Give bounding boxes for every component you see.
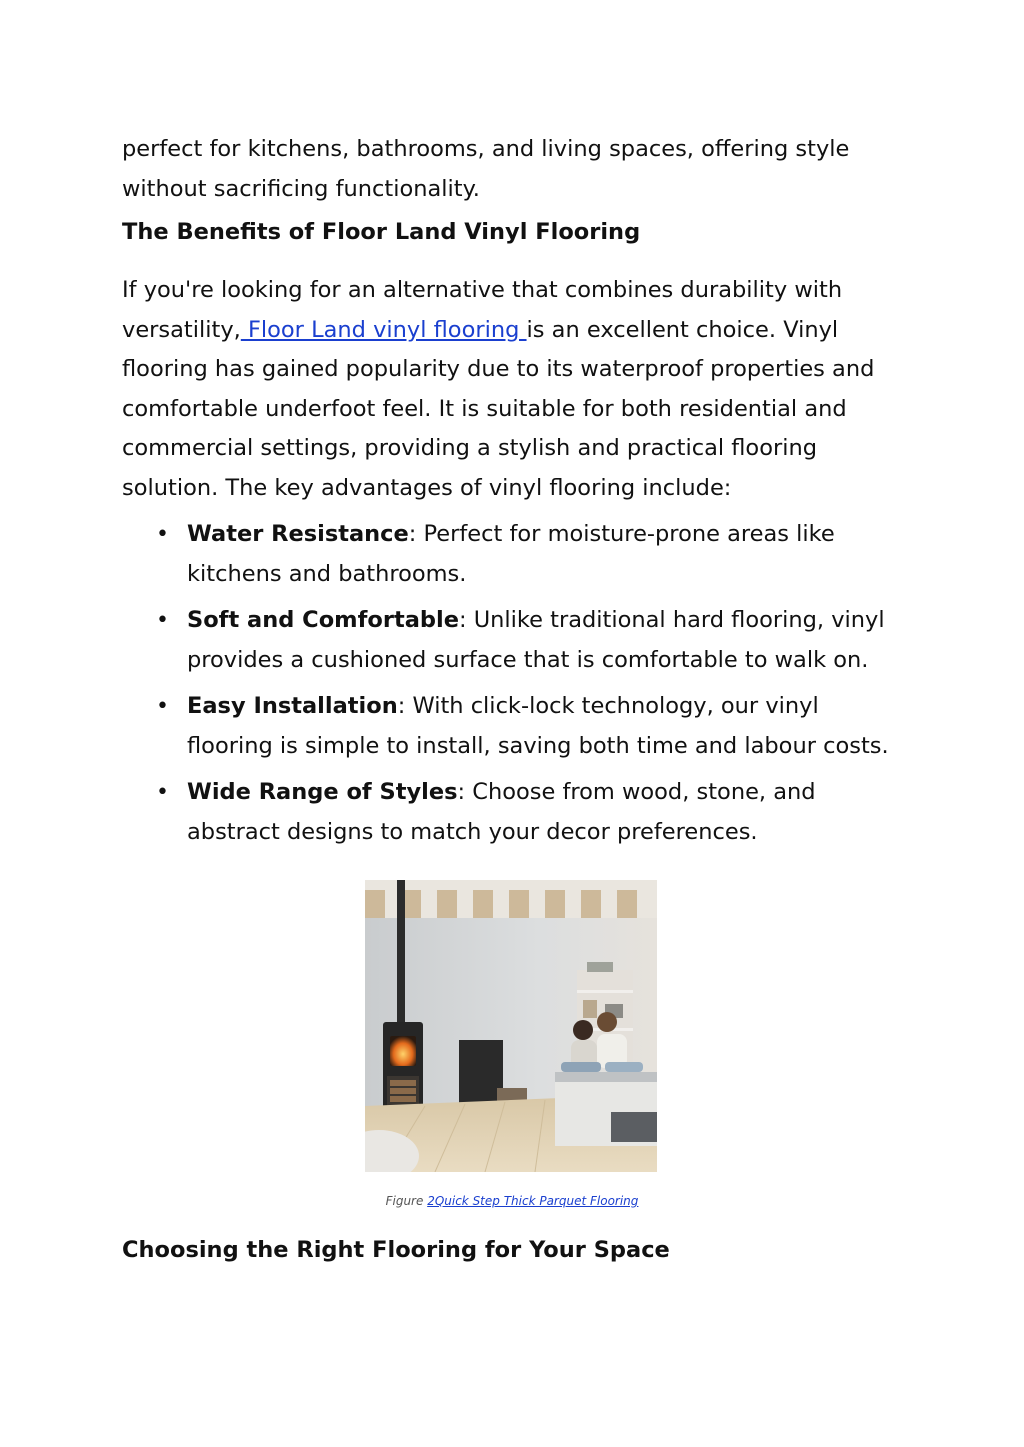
intro-line-1: perfect for kitchens, bathrooms, and living spaces, offering style xyxy=(122,136,850,162)
benefit-text: : Unlike traditional hard flooring, vinyl provides a cushioned surface that is comfortable to walk on. xyxy=(187,607,885,673)
list-item xyxy=(122,773,902,852)
benefit-text: : Perfect for moisture-prone areas like kitchens and bathrooms. xyxy=(187,521,835,587)
list-item xyxy=(122,687,902,766)
benefit-term: Soft and Comfortable xyxy=(187,607,459,633)
bullet-icon: • xyxy=(156,608,169,633)
body-lead-text: If you're looking for an alternative that combines durability with versatility, xyxy=(122,277,843,343)
benefit-term: Wide Range of Styles xyxy=(187,779,458,805)
list-item xyxy=(122,601,902,680)
benefit-term: Easy Installation xyxy=(187,693,398,719)
floor-land-vinyl-link[interactable]: Floor Land vinyl flooring xyxy=(240,316,527,343)
benefit-text: : Choose from wood, stone, and abstract designs to match your decor preferences. xyxy=(187,779,816,845)
intro-paragraph xyxy=(122,130,902,209)
figure-caption xyxy=(0,1194,1024,1208)
list-item xyxy=(122,515,902,594)
caption-link[interactable]: 2Quick Step Thick Parquet Flooring xyxy=(427,1194,639,1208)
bullet-icon: • xyxy=(156,522,169,547)
choosing-heading: Choosing the Right Flooring for Your Space xyxy=(122,1237,670,1263)
benefits-list xyxy=(122,515,902,859)
body-after-text: is an excellent choice. Vinyl flooring has gained popularity due to its waterproof properties and comfortable underfoot feel. It is suitable for both residential and commercial settings, providing a stylish and practical flooring solution. The key advantages of vinyl flooring include: xyxy=(122,316,875,501)
benefit-term: Water Resistance xyxy=(187,521,409,547)
benefits-intro-paragraph xyxy=(122,271,902,508)
intro-line-2: without sacrificing functionality. xyxy=(122,175,480,202)
bullet-icon: • xyxy=(156,694,169,719)
benefit-text: : With click-lock technology, our vinyl flooring is simple to install, saving both time and labour costs. xyxy=(187,693,889,759)
living-room-photo xyxy=(365,880,657,1172)
bullet-icon: • xyxy=(156,780,169,805)
caption-prefix: Figure xyxy=(385,1194,428,1208)
benefits-heading: The Benefits of Floor Land Vinyl Flooring xyxy=(122,219,641,245)
